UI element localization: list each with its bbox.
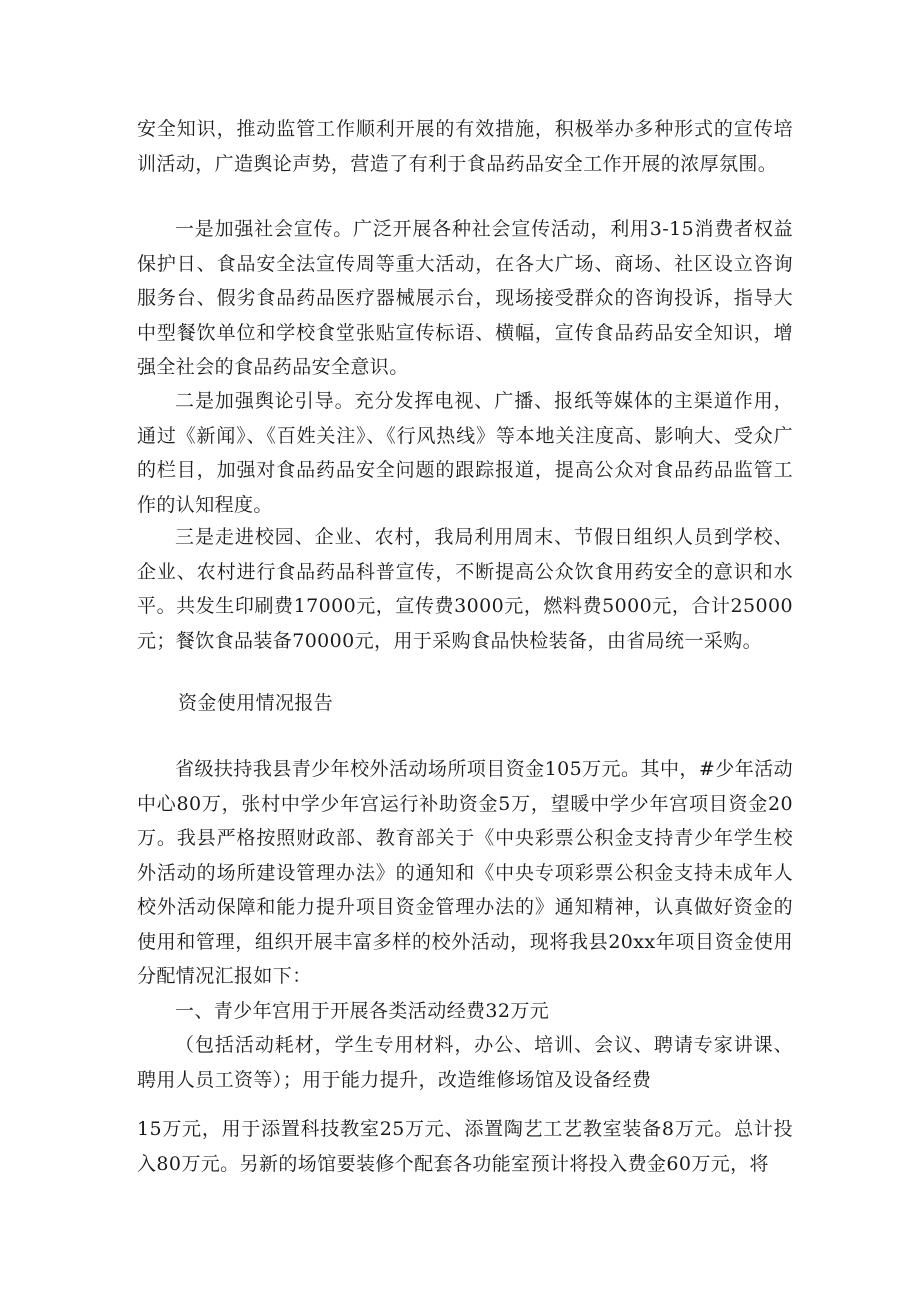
report-title: 资金使用情况报告 — [178, 692, 334, 714]
paragraph-social-publicity: 一是加强社会宣传。广泛开展各种社会宣传活动，利用3-15消费者权益保护日、食品安全法宣传周等重大活动，在各大广场、商场、社区设立咨询服务台、假劣食品药品医疗器械展示台，现场接受群众的咨询投诉，指导大中型餐饮单位和学校食堂张贴宣传标语、横幅，宣传食品药品安全知识，增强全社会的食品药品安全意识。 — [137, 218, 793, 378]
paragraph-expense-detail: （包括活动耗材，学生专用材料，办公、培训、会议、聘请专家讲课、聘用人员工资等）；用于能力提升，改造维修场馆及设备经费 — [137, 1034, 793, 1091]
paragraph-opinion-guidance: 二是加强舆论引导。充分发挥电视、广播、报纸等媒体的主渠道作用，通过《新闻》、《百姓关注》、《行风热线》等本地关注度高、影响大、受众广的栏目，加强对食品药品安全问题的跟踪报道，提高公众对食品药品监管工作的认知程度。 — [137, 390, 793, 516]
list-item-youth-palace: 一、青少年宫用于开展各类活动经费32万元 — [175, 1000, 550, 1022]
paragraph-intro: 安全知识，推动监管工作顺利开展的有效措施，积极举办多种形式的宣传培训活动，广造舆论声势，营造了有利于食品药品安全工作开展的浓厚氛围。 — [137, 118, 793, 175]
paragraph-campus-outreach: 三是走进校园、企业、农村，我局利用周末、节假日组织人员到学校、企业、农村进行食品药品科普宣传，不断提高公众饮食用药安全的意识和水平。共发生印刷费17000元，宣传费3000元，燃料费5000元，合计25000元；餐饮食品装备70000元，用于采购食品快检装备，由省局统一采购。 — [137, 526, 793, 652]
paragraph-totals: 15万元，用于添置科技教室25万元、添置陶艺工艺教室装备8万元。总计投入80万元。另新的场馆要装修个配套各功能室预计将投入费金60万元，将 — [137, 1118, 793, 1175]
paragraph-funding-overview: 省级扶持我县青少年校外活动场所项目资金105万元。其中，#少年活动中心80万，张村中学少年宫运行补助资金5万，望暖中学少年宫项目资金20万。我县严格按照财政部、教育部关于《中央彩票公积金支持青少年学生校外活动的场所建设管理办法》的通知和《中央专项彩票公积金支持未成年人校外活动保障和能力提升项目资金管理办法的》通知精神，认真做好资金的使用和管理，组织开展丰富多样的校外活动，现将我县20xx年项目资金使用分配情况汇报如下： — [137, 758, 793, 987]
